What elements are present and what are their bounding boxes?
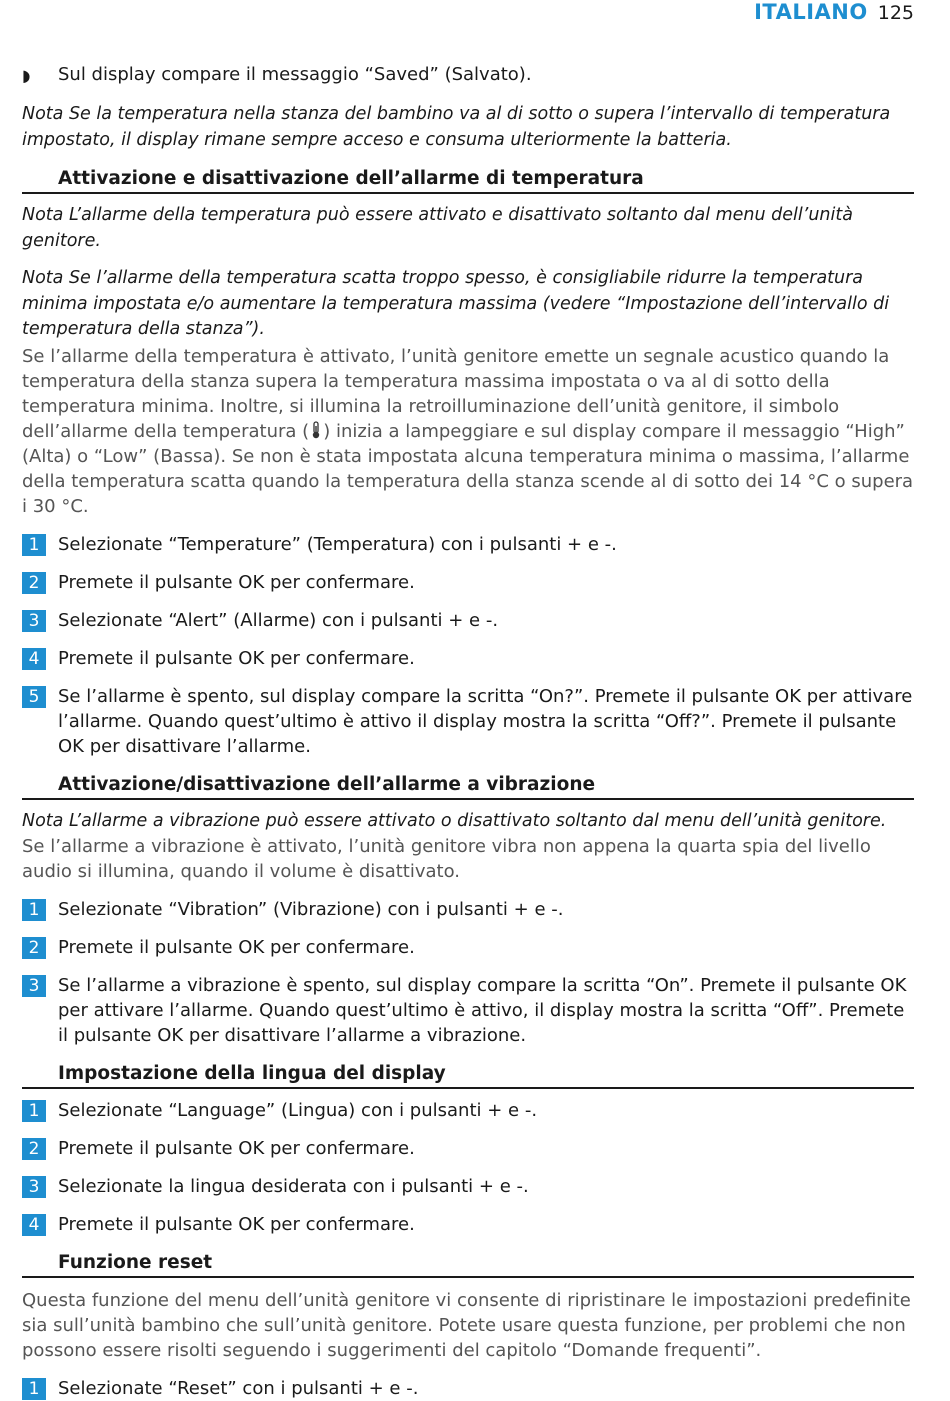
step-number-badge: 5 [22, 686, 46, 708]
step-number-badge: 1 [22, 1100, 46, 1122]
step-item [22, 897, 914, 922]
note-vibration-menu: Nota L’allarme a vibrazione può essere attivato o disattivato soltanto dal menu dell’unità genitore. [22, 810, 887, 831]
step-number-badge: 2 [22, 937, 46, 959]
step-item [22, 1174, 914, 1199]
step-item [22, 935, 914, 960]
step-number-badge: 2 [22, 572, 46, 594]
temperature-description-part1: Se l’allarme della temperatura è attivato, l’unità genitore emette un segnale acustico quando la temperatura della stanza supera la temperatura massima impostata o va al di sotto della temperatura minima. Inoltre, si illumina la retroilluminazione dell’unità genitore, il simbolo dell’allarme della temperatura ( [22, 345, 890, 442]
step-text: Se l’allarme è spento, sul display compare la scritta “On?”. Premete il pulsante OK per attivare l’allarme. Quando quest’ultimo è attivo il display mostra la scritta “Off?”. Premete il pulsante OK per disattivare l’allarme. [58, 685, 913, 757]
step-number-badge: 4 [22, 648, 46, 670]
temperature-description-part2: ) inizia a lampeggiare e sul display compare il messaggio “High” (Alta) o “Low” (Bassa). Se non è stata impostata alcuna temperatura minima o massima, l’allarme della temperatura scatta quando la temperatura della stanza scende al di sotto dei 14 °C o supera i 30 °C. [22, 420, 914, 517]
step-text: Premete il pulsante OK per confermare. [58, 1214, 415, 1235]
language-label: ITALIANO [754, 0, 868, 24]
page-header [754, 0, 914, 28]
page-content [22, 62, 914, 1401]
thermometer-icon [311, 421, 321, 439]
note-temperature-frequency: Nota Se l’allarme della temperatura scatta troppo spesso, è consigliabile ridurre la temperatura minima impostata e/o aumentare la temperatura massima (vedere “Impostazione dell’intervallo di temperatura della stanza”). [22, 268, 890, 339]
section-heading-display-language: Impostazione della lingua del display [22, 1061, 914, 1089]
temperature-alarm-description [22, 344, 914, 519]
step-number-badge: 1 [22, 899, 46, 921]
step-text: Premete il pulsante OK per confermare. [58, 571, 415, 593]
bullet-item [22, 62, 914, 88]
step-item [22, 684, 914, 759]
step-item [22, 570, 914, 595]
step-item [22, 608, 914, 633]
step-text: Premete il pulsante OK per confermare. [58, 937, 415, 958]
section-heading-reset: Funzione reset [22, 1250, 914, 1278]
step-number-badge: 3 [22, 610, 46, 632]
step-number-badge: 1 [22, 534, 46, 556]
step-number-badge: 4 [22, 1214, 46, 1236]
step-text: Selezionate la lingua desiderata con i pulsanti + e -. [58, 1176, 529, 1197]
step-text: Selezionate “Temperature” (Temperatura) con i pulsanti + e -. [58, 533, 617, 555]
section-heading-temperature-alarm: Attivazione e disattivazione dell’allarme di temperatura [22, 166, 914, 194]
step-item [22, 973, 914, 1048]
step-item [22, 1136, 914, 1161]
vibration-steps [22, 897, 914, 1048]
vibration-description: Se l’allarme a vibrazione è attivato, l’unità genitore vibra non appena la quarta spia del livello audio si illumina, quando il volume è disattivato. [22, 836, 871, 882]
step-text: Premete il pulsante OK per confermare. [58, 647, 415, 669]
step-text: Se l’allarme a vibrazione è spento, sul display compare la scritta “On”. Premete il pulsante OK per attivare l’allarme. Quando quest’ultimo è attivo, il display mostra la scritta “Off”. Premete il pulsante OK per disattivare l’allarme a vibrazione. [58, 975, 907, 1046]
step-item [22, 1376, 914, 1401]
step-item [22, 532, 914, 557]
section-heading-vibration-alarm: Attivazione/disattivazione dell’allarme a vibrazione [22, 772, 914, 800]
temperature-steps [22, 532, 914, 759]
language-steps [22, 1098, 914, 1237]
step-number-badge: 3 [22, 1176, 46, 1198]
step-item [22, 646, 914, 671]
step-text: Selezionate “Reset” con i pulsanti + e -. [58, 1378, 419, 1399]
note-temperature-menu: Nota L’allarme della temperatura può essere attivato e disattivato soltanto dal menu dell’unità genitore. [22, 205, 853, 251]
step-item [22, 1212, 914, 1237]
page-number: 125 [877, 2, 914, 24]
step-text: Selezionate “Language” (Lingua) con i pulsanti + e -. [58, 1100, 538, 1121]
step-number-badge: 3 [22, 975, 46, 997]
bullet-text: Sul display compare il messaggio “Saved” (Salvato). [58, 64, 532, 85]
bullet-icon: ◗ [22, 66, 31, 85]
step-text: Premete il pulsante OK per confermare. [58, 1138, 415, 1159]
reset-description: Questa funzione del menu dell’unità genitore vi consente di ripristinare le impostazioni predefinite sia sull’unità bambino che sull’unità genitore. Potete usare questa funzione, per problemi che non possono essere risolti seguendo i suggerimenti del capitolo “Domande frequenti”. [22, 1290, 911, 1361]
step-item [22, 1098, 914, 1123]
step-text: Selezionate “Vibration” (Vibrazione) con i pulsanti + e -. [58, 899, 564, 920]
note-battery: Nota Se la temperatura nella stanza del bambino va al di sotto o supera l’intervallo di temperatura impostato, il display rimane sempre acceso e consuma ulteriormente la batteria. [22, 104, 891, 150]
step-number-badge: 1 [22, 1378, 46, 1400]
reset-steps [22, 1376, 914, 1401]
step-text: Selezionate “Alert” (Allarme) con i pulsanti + e -. [58, 609, 499, 631]
step-number-badge: 2 [22, 1138, 46, 1160]
